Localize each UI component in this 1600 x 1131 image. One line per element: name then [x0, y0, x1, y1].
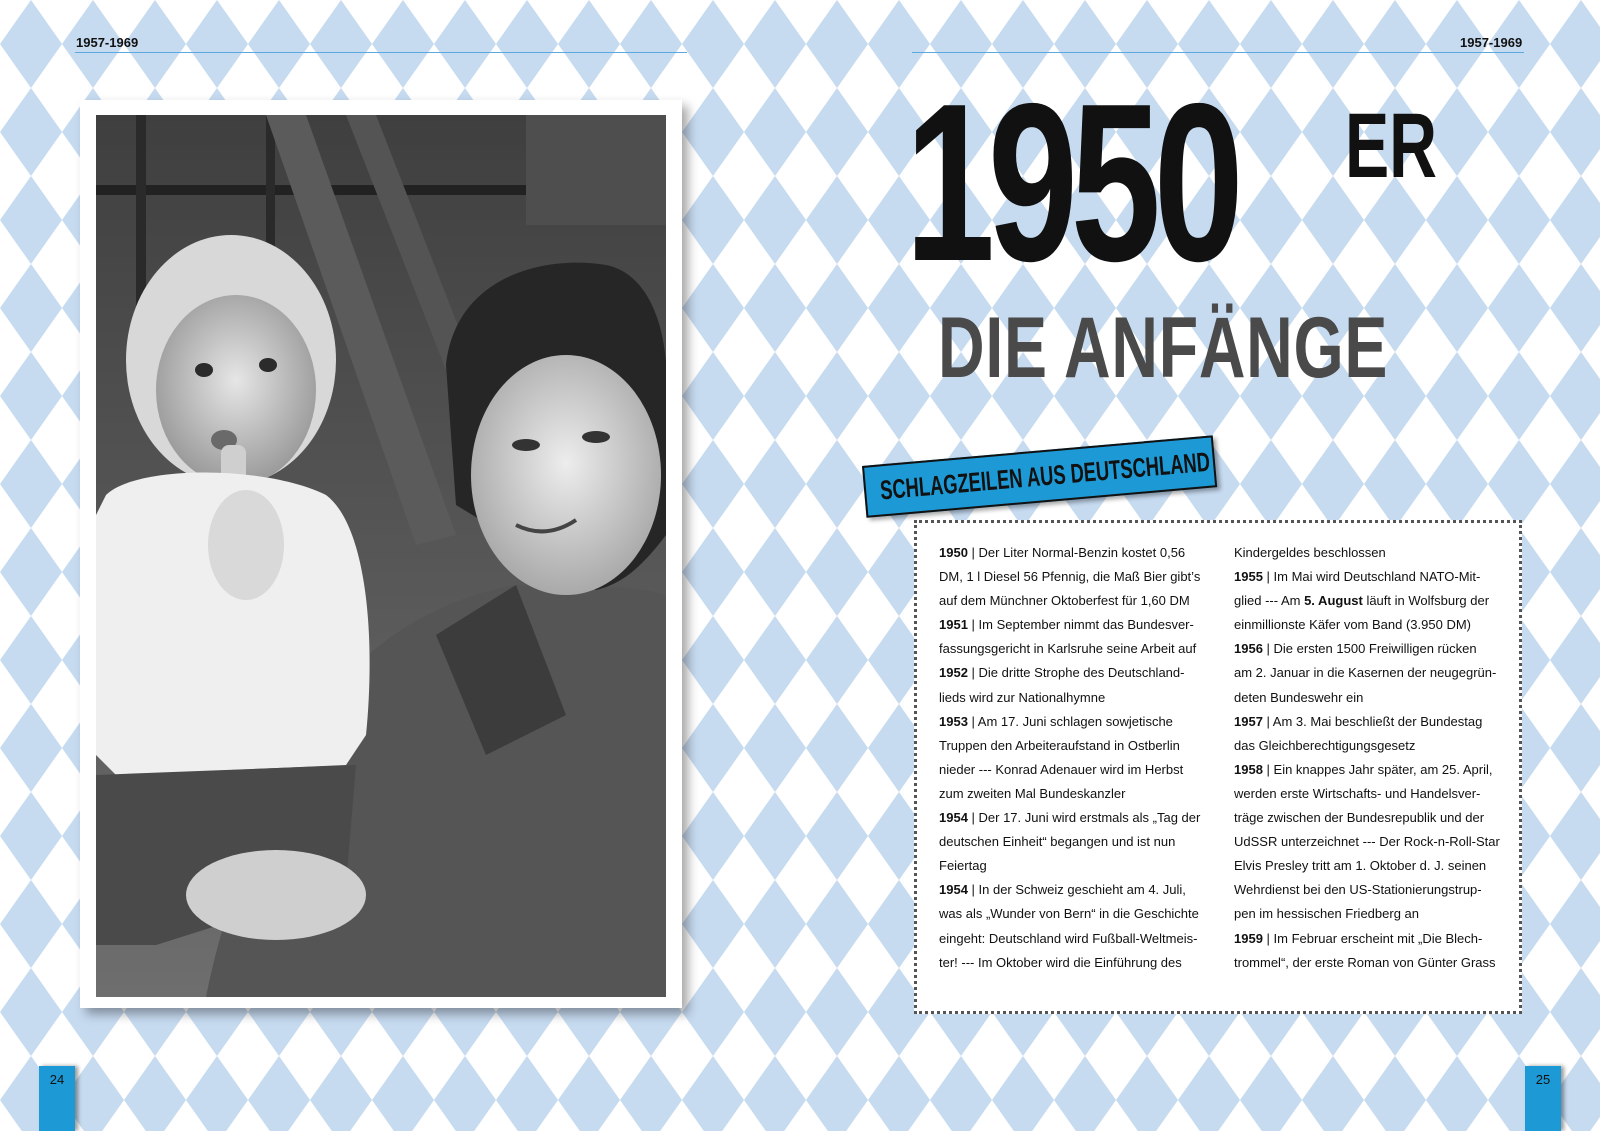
timeline-year: 1950 — [939, 545, 968, 560]
decade-suffix: ER — [1345, 95, 1438, 197]
timeline-text: trommel“, der erste Roman von Günter Grass — [1234, 954, 1496, 970]
timeline-year: 1959 — [1234, 930, 1263, 946]
timeline-year: 1951 — [939, 617, 968, 633]
timeline-text: | Die dritte Strophe des Deutschland- — [967, 665, 1185, 681]
timeline-line — [939, 734, 1200, 758]
timeline-text: werden erste Wirtschafts- und Handelsver- — [1234, 785, 1481, 801]
timeline-text: pen im hessischen Friedberg an — [1234, 906, 1419, 922]
timeline-text: UdSSR unterzeichnet --- Der Rock-n-Roll-Star — [1234, 834, 1500, 850]
timeline-line — [1234, 565, 1500, 589]
timeline-text: fassungsgericht in Karlsruhe seine Arbeit auf — [939, 641, 1197, 657]
timeline-text: eingeht: Deutschland wird Fußball-Weltmeis- — [939, 930, 1198, 946]
banner-label: SCHLAGZEILEN AUS DEUTSCHLAND — [878, 446, 1212, 506]
timeline-text: Feiertag — [939, 858, 987, 874]
timeline-text: | Die ersten 1500 Freiwilligen rücken — [1262, 641, 1477, 657]
timeline-text: deutschen Einheit“ begangen und ist nun — [939, 834, 1176, 850]
timeline-text: zum zweiten Mal Bundeskanzler — [939, 785, 1126, 801]
timeline-text: Wehrdienst bei den US-Stationierungstrup- — [1234, 882, 1482, 898]
timeline-line — [1234, 902, 1500, 926]
timeline-left-column — [939, 541, 1200, 975]
right-header-rule — [912, 52, 1524, 53]
decade-title: 1950 — [905, 56, 1237, 308]
page-number-right: 25 — [1525, 1066, 1561, 1131]
timeline-line — [939, 782, 1200, 806]
timeline-line — [1234, 854, 1500, 878]
timeline-text: | Im Mai wird Deutschland NATO-Mit- — [1262, 569, 1481, 585]
timeline-line — [1234, 734, 1500, 758]
timeline-text: | Ein knappes Jahr später, am 25. April, — [1262, 761, 1493, 777]
timeline-year: 1955 — [1234, 569, 1263, 585]
timeline-line — [939, 661, 1200, 685]
right-running-head: 1957-1969 — [1460, 35, 1523, 50]
timeline-text: | Der Liter Normal-Benzin kostet 0,56 — [967, 545, 1186, 560]
timeline-text: was als „Wunder von Bern“ in die Geschichte — [939, 906, 1199, 922]
timeline-text: DM, 1 l Diesel 56 Pfennig, die Maß Bier gibt’s — [939, 569, 1201, 585]
timeline-line — [1234, 758, 1500, 782]
timeline-text: glied --- Am — [1234, 593, 1305, 609]
timeline-text: ter! --- Im Oktober wird die Einführung des — [939, 954, 1182, 970]
timeline-text: deten Bundeswehr ein — [1234, 689, 1364, 705]
timeline-line — [939, 758, 1200, 782]
timeline-line — [939, 565, 1200, 589]
timeline-text: Kindergeldes beschlossen — [1234, 545, 1386, 560]
timeline-line — [1234, 782, 1500, 806]
timeline-text: lieds wird zur Nationalhymne — [939, 689, 1106, 705]
timeline-text: Elvis Presley tritt am 1. Oktober d. J. seinen — [1234, 858, 1487, 874]
timeline-line — [1234, 830, 1500, 854]
timeline-text: nieder --- Konrad Adenauer wird im Herbst — [939, 761, 1184, 777]
timeline-text: | Der 17. Juni wird erstmals als „Tag der — [967, 810, 1201, 826]
timeline-right-column — [1234, 541, 1500, 975]
timeline-line — [939, 878, 1200, 902]
timeline-line — [939, 589, 1200, 613]
timeline-line — [1234, 589, 1500, 613]
timeline-line — [939, 927, 1200, 951]
mother-and-baby-photo — [96, 115, 666, 997]
timeline-year: 1954 — [939, 882, 968, 898]
timeline-line — [939, 637, 1200, 661]
timeline-text: Truppen den Arbeiteraufstand in Ostberlin — [939, 737, 1180, 753]
timeline-line — [1234, 661, 1500, 685]
timeline-text: träge zwischen der Bundesrepublik und der — [1234, 810, 1485, 826]
timeline-line — [1234, 686, 1500, 710]
timeline-line — [939, 806, 1200, 830]
timeline-line — [1234, 927, 1500, 951]
page-number-left: 24 — [39, 1066, 75, 1131]
timeline-line — [939, 854, 1200, 878]
timeline-line — [939, 613, 1200, 637]
timeline-year: 1957 — [1234, 713, 1263, 729]
timeline-line — [1234, 878, 1500, 902]
headlines-box — [914, 520, 1522, 1014]
timeline-emphasis: 5. August — [1304, 593, 1363, 609]
timeline-text: läuft in Wolfsburg der — [1362, 593, 1490, 609]
left-running-head: 1957-1969 — [76, 35, 139, 50]
timeline-year: 1954 — [939, 810, 968, 826]
timeline-text: | Am 17. Juni schlagen sowjetische — [967, 713, 1173, 729]
timeline-line — [1234, 710, 1500, 734]
timeline-line — [939, 686, 1200, 710]
timeline-line — [1234, 613, 1500, 637]
timeline-line — [1234, 541, 1500, 565]
timeline-line — [1234, 637, 1500, 661]
chapter-subtitle: DIE ANFÄNGE — [938, 300, 1389, 396]
timeline-text: | In der Schweiz geschieht am 4. Juli, — [967, 882, 1186, 898]
photo-frame — [80, 100, 682, 1008]
timeline-line — [939, 830, 1200, 854]
left-header-rule — [75, 52, 687, 53]
timeline-year: 1958 — [1234, 761, 1263, 777]
timeline-year: 1956 — [1234, 641, 1263, 657]
timeline-line — [1234, 951, 1500, 975]
timeline-text: | Im September nimmt das Bundesver- — [967, 617, 1194, 633]
timeline-text: das Gleichberechtigungsgesetz — [1234, 737, 1416, 753]
timeline-text: | Am 3. Mai beschließt der Bundestag — [1262, 713, 1483, 729]
timeline-line — [939, 902, 1200, 926]
timeline-line — [939, 951, 1200, 975]
timeline-text: auf dem Münchner Oktoberfest für 1,60 DM — [939, 593, 1190, 609]
timeline-line — [1234, 806, 1500, 830]
timeline-line — [939, 541, 1200, 565]
timeline-text: am 2. Januar in die Kasernen der neugegrün- — [1234, 665, 1497, 681]
timeline-year: 1953 — [939, 713, 968, 729]
timeline-text: | Im Februar erscheint mit „Die Blech- — [1262, 930, 1483, 946]
timeline-text: einmillionste Käfer vom Band (3.950 DM) — [1234, 617, 1471, 633]
timeline-year: 1952 — [939, 665, 968, 681]
timeline-line — [939, 710, 1200, 734]
